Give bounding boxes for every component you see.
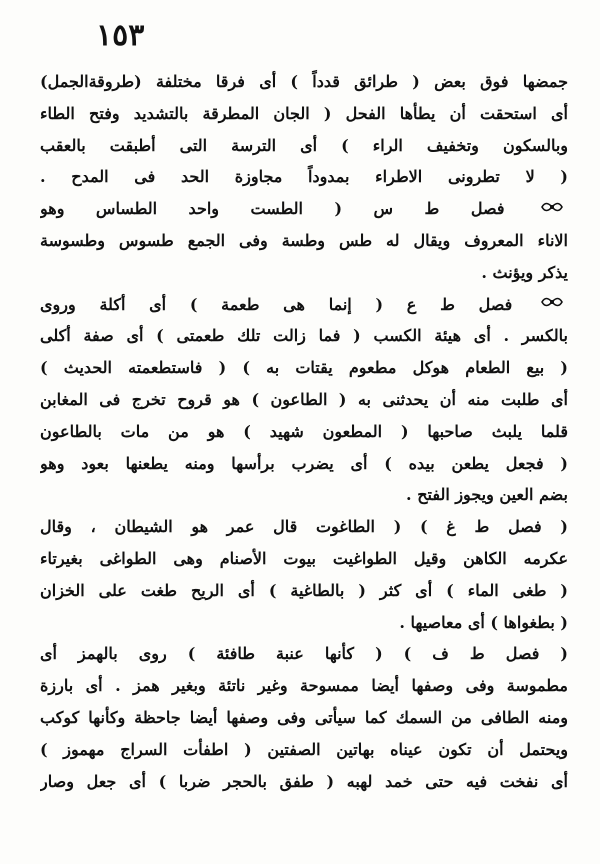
section-heading-line: ( فصل ط ف ) ( كأنها عنبة طافئة ) روى بالهمز أى (40, 644, 568, 664)
text-line: ويحتمل أن تكون عيناه بهاتين الصفتين ( اطفأت السراج مهموز ) (40, 739, 568, 759)
body-text (40, 66, 568, 797)
text-line: جمضها فوق بعض ( طرائق قدداً ) أى فرقا مختلفة (طروقةالجمل) (40, 72, 568, 91)
text-line: عكرمه الكاهن وقيل الطواغيت بيوت الأصنام وهى الطواغى بغيرتاء (40, 548, 568, 568)
page-number: ١٥٣ (96, 18, 145, 53)
text-line: ( طغى الماء ) أى كثر ( بالطاغية ) أى الريح طغت على الخزان (40, 580, 568, 600)
ornament-icon (540, 194, 564, 225)
text-line: وبالسكون وتخفيف الراء ) أى الترسة التى أطبقت بالعقب (40, 135, 568, 155)
text-line: ( بطغواها ) أى معاصيها . (399, 612, 568, 632)
section-heading-line (40, 289, 568, 321)
text-line: أى نفخت فيه حتى خمد لهبه ( طفق بالحجر ضربا ) أى جعل وصار (40, 771, 568, 791)
text-line: الاناء المعروف ويقال له طس وطسة وفى الجمع طسوس وطسوسة (40, 230, 568, 250)
text-line: يذكر ويؤنث . (481, 262, 568, 282)
section-heading-text: فصل ط ع ( إنما هى طعمة ) أى أكلة وروى (40, 294, 513, 314)
text-line: أى طلبت منه أن يحدثنى به ( الطاعون ) هو قروح تخرج فى المغابن (40, 389, 568, 409)
ornament-icon (540, 289, 564, 320)
text-line: بالكسر . أى هيئة الكسب ( فما زالت تلك طعمتى ) أى صفة أكلى (40, 326, 568, 346)
text-line: أى استحقت أن يطأها الفحل ( الجان المطرقة بالتشديد وفتح الطاء (40, 103, 568, 123)
text-line: قلما يلبث صاحبها ( المطعون شهيد ) هو من مات بالطاعون (40, 421, 568, 441)
text-line: ومنه الطافى من السمك كما سيأتى وفى وصفها أيضا جاحظة وكأنها كوكب (40, 707, 568, 727)
text-line: مطموسة وفى وصفها أيضا ممسوحة وغير ناتئة وبغير همز . أى بارزة (40, 676, 568, 696)
text-line: بضم العين ويجوز الفتح . (406, 485, 568, 505)
text-line: ( لا تطرونى الاطراء بمدوداً مجاوزة الحد فى المدح . (40, 167, 568, 187)
section-heading-line: ( فصل ط غ ) ( الطاغوت قال عمر هو الشيطان ، وقال (40, 517, 568, 537)
section-heading-text: فصل ط س ( الطست واحد الطساس وهو (40, 199, 505, 219)
text-line: ( فجعل يطعن بيده ) أى يضرب برأسها ومنه يطعنها بعود وهو (40, 453, 568, 473)
text-line: ( بيع الطعام هوكل مطعوم يقتات به ) ( فاستطعمته الحديث ) (40, 358, 568, 378)
section-heading-line (40, 193, 568, 225)
